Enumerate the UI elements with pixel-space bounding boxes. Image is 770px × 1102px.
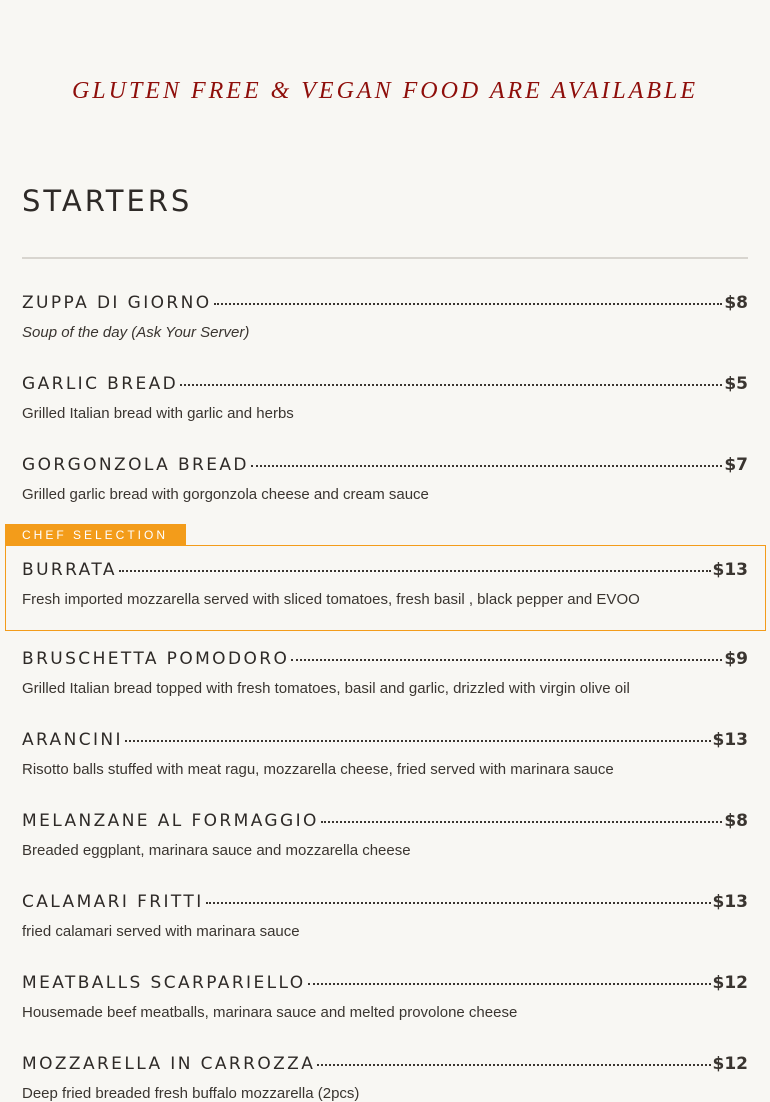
menu-item bbox=[22, 811, 748, 859]
item-name: ARANCINI bbox=[22, 730, 123, 750]
item-description: Fresh imported mozzarella served with sliced tomatoes, fresh basil , black pepper and EVOO bbox=[22, 591, 640, 608]
item-price: $12 bbox=[712, 973, 748, 993]
item-description: Grilled Italian bread topped with fresh tomatoes, basil and garlic, drizzled with virgin olive oil bbox=[22, 680, 630, 697]
item-name: MEATBALLS SCARPARIELLO bbox=[22, 973, 306, 993]
dot-leader bbox=[308, 983, 711, 985]
item-description: Soup of the day (Ask Your Server) bbox=[22, 324, 250, 341]
dot-leader bbox=[317, 1064, 710, 1066]
dot-leader bbox=[251, 465, 722, 467]
menu-item bbox=[22, 374, 748, 422]
item-price: $13 bbox=[712, 560, 748, 580]
dot-leader bbox=[321, 821, 723, 823]
item-name: BURRATA bbox=[22, 560, 117, 580]
item-name: GARLIC BREAD bbox=[22, 374, 179, 394]
item-description: Housemade beef meatballs, marinara sauce and melted provolone cheese bbox=[22, 1004, 518, 1021]
menu-item bbox=[22, 1054, 748, 1102]
item-name: MELANZANE AL FORMAGGIO bbox=[22, 811, 319, 831]
item-price: $8 bbox=[724, 293, 748, 313]
item-name: ZUPPA DI GIORNO bbox=[22, 293, 212, 313]
dot-leader bbox=[206, 902, 711, 904]
item-price: $7 bbox=[724, 455, 748, 475]
dot-leader bbox=[291, 659, 722, 661]
item-price: $13 bbox=[712, 892, 748, 912]
dot-leader bbox=[125, 740, 711, 742]
item-price: $13 bbox=[712, 730, 748, 750]
menu-item bbox=[22, 730, 748, 778]
item-description: Breaded eggplant, marinara sauce and mozzarella cheese bbox=[22, 842, 411, 859]
item-description: Grilled garlic bread with gorgonzola cheese and cream sauce bbox=[22, 486, 429, 503]
item-price: $5 bbox=[724, 374, 748, 394]
item-description: Risotto balls stuffed with meat ragu, mozzarella cheese, fried served with marinara sauce bbox=[22, 761, 614, 778]
dot-leader bbox=[214, 303, 723, 305]
item-name: GORGONZOLA BREAD bbox=[22, 455, 249, 475]
section-divider bbox=[22, 257, 748, 259]
menu-item bbox=[22, 649, 748, 697]
item-name: BRUSCHETTA POMODORO bbox=[22, 649, 290, 669]
section-title: STARTERS bbox=[22, 184, 193, 218]
menu-item bbox=[22, 293, 748, 341]
menu-item bbox=[22, 455, 748, 503]
item-description: fried calamari served with marinara sauce bbox=[22, 923, 300, 940]
item-price: $9 bbox=[724, 649, 748, 669]
item-name: CALAMARI FRITTI bbox=[22, 892, 204, 912]
item-price: $8 bbox=[724, 811, 748, 831]
menu-item bbox=[22, 973, 748, 1021]
item-price: $12 bbox=[712, 1054, 748, 1074]
chef-selection-tag: CHEF SELECTION bbox=[5, 524, 186, 545]
dot-leader bbox=[180, 384, 722, 386]
menu-item bbox=[22, 892, 748, 940]
dot-leader bbox=[119, 570, 711, 572]
dietary-banner: GLUTEN FREE & VEGAN FOOD ARE AVAILABLE bbox=[71, 78, 699, 104]
item-description: Deep fried breaded fresh buffalo mozzarella (2pcs) bbox=[22, 1085, 360, 1102]
item-description: Grilled Italian bread with garlic and herbs bbox=[22, 405, 294, 422]
item-name: MOZZARELLA IN CARROZZA bbox=[22, 1054, 316, 1074]
menu-item-featured bbox=[22, 560, 748, 608]
